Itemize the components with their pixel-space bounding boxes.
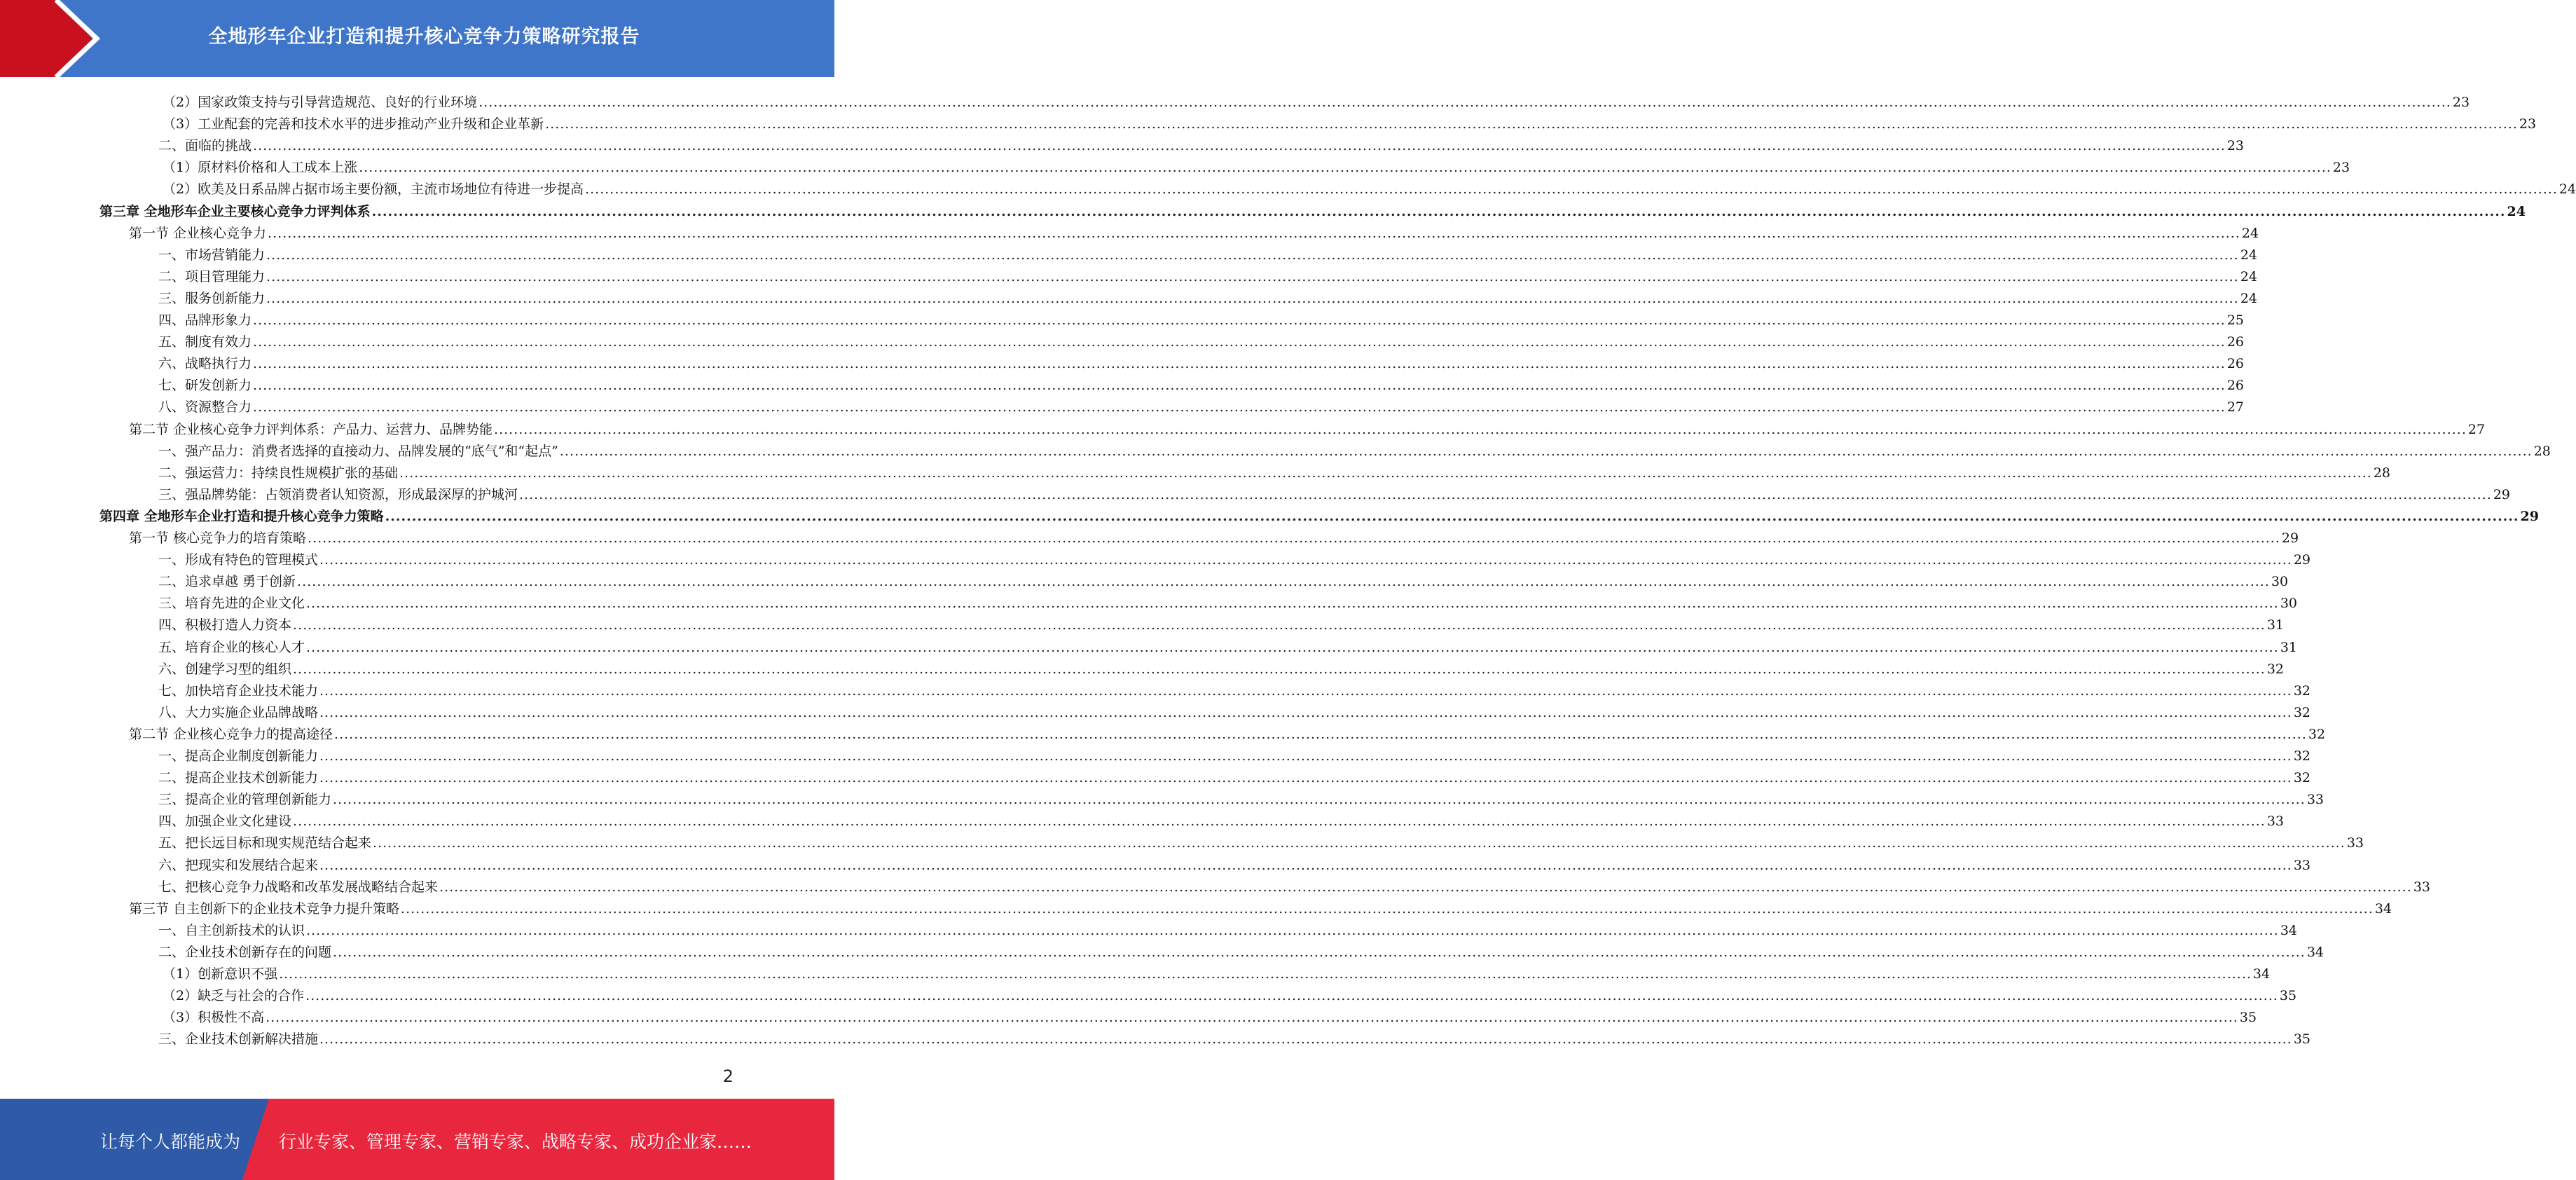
toc-entry[interactable] (158, 830, 2364, 851)
toc-entry-title: 八、资源整合力 (158, 399, 252, 416)
toc-entry-title: 第三章 全地形车企业主要核心竞争力评判体系 (99, 203, 371, 219)
toc-page-number: 32 (2266, 661, 2285, 677)
toc-entry-title: （1）原材料价格和人工成本上涨 (163, 160, 358, 176)
toc-page-number: 31 (2266, 617, 2285, 633)
toc-dot-leader: ................................................................................................................................................................................................................................................................................................................................................................................................................ (253, 138, 2226, 154)
toc-entry[interactable] (158, 263, 2258, 285)
toc-entry[interactable] (163, 176, 2576, 198)
toc-dot-leader: ................................................................................................................................................................................................................................................................................................................................................................................................................ (293, 661, 2266, 677)
toc-entry-title: 七、加快培育企业技术能力 (158, 682, 319, 699)
toc-page-number: 23 (2332, 160, 2350, 176)
toc-dot-leader: ................................................................................................................................................................................................................................................................................................................................................................................................................ (319, 682, 2292, 699)
report-title: 全地形车企业打造和提升核心竞争力策略研究报告 (208, 26, 640, 48)
toc-dot-leader: ................................................................................................................................................................................................................................................................................................................................................................................................................ (306, 639, 2279, 655)
toc-entry-title: 五、培育企业的核心人才 (158, 639, 305, 655)
page-footer (0, 1099, 834, 1180)
toc-entry-title: 三、提高企业的管理创新能力 (158, 792, 332, 808)
toc-entry[interactable] (163, 89, 2470, 111)
toc-entry[interactable] (158, 743, 2311, 764)
toc-chapter-entry[interactable] (99, 503, 2539, 525)
toc-entry-title: 第二节 企业核心竞争力的提高途径 (129, 726, 333, 742)
toc-page-number: 28 (2373, 465, 2391, 481)
toc-entry-title: 七、把核心竞争力战略和改革发展战略结合起来 (158, 879, 439, 895)
toc-entry-title: 五、制度有效力 (158, 334, 252, 350)
toc-entry-title: 三、强品牌势能：占领消费者认知资源，形成最深厚的护城河 (158, 486, 518, 502)
toc-entry[interactable] (158, 438, 2551, 460)
toc-dot-leader: ................................................................................................................................................................................................................................................................................................................................................................................................................ (306, 922, 2279, 938)
toc-entry[interactable] (158, 285, 2258, 307)
toc-entry-title: 五、把长远目标和现实规范结合起来 (158, 835, 372, 851)
toc-dot-leader: ................................................................................................................................................................................................................................................................................................................................................................................................................ (279, 966, 2252, 982)
toc-page-number: 30 (2271, 574, 2289, 590)
toc-entry[interactable] (158, 242, 2258, 263)
toc-page-number: 32 (2308, 726, 2326, 742)
toc-entry[interactable] (129, 896, 2392, 917)
toc-dot-leader: ................................................................................................................................................................................................................................................................................................................................................................................................................ (585, 181, 2558, 198)
toc-dot-leader: ................................................................................................................................................................................................................................................................................................................................................................................................................ (478, 95, 2451, 110)
toc-dot-leader: ................................................................................................................................................................................................................................................................................................................................................................................................................ (268, 225, 2240, 241)
toc-page-number: 23 (2452, 95, 2470, 110)
toc-entry[interactable] (158, 132, 2245, 154)
toc-dot-leader: ................................................................................................................................................................................................................................................................................................................................................................................................................ (293, 814, 2266, 830)
toc-dot-leader: ................................................................................................................................................................................................................................................................................................................................................................................................................ (297, 574, 2270, 590)
toc-entry-title: 六、战略执行力 (158, 356, 252, 372)
toc-entry-title: 二、追求卓越 勇于创新 (158, 574, 296, 590)
toc-entry[interactable] (163, 982, 2297, 1004)
toc-page-number: 32 (2293, 704, 2311, 720)
toc-dot-leader: ................................................................................................................................................................................................................................................................................................................................................................................................................ (401, 900, 2374, 917)
toc-dot-leader: ................................................................................................................................................................................................................................................................................................................................................................................................................ (305, 988, 2278, 1004)
toc-entry-title: 一、提高企业制度创新能力 (158, 748, 319, 764)
toc-entry-title: 八、大力实施企业品牌战略 (158, 704, 319, 720)
toc-entry[interactable] (158, 699, 2311, 721)
toc-dot-leader: ................................................................................................................................................................................................................................................................................................................................................................................................................ (253, 399, 2226, 416)
toc-entry-title: 二、面临的挑战 (158, 138, 252, 154)
toc-entry[interactable] (158, 939, 2324, 961)
toc-entry[interactable] (158, 634, 2298, 656)
toc-page-number: 33 (2266, 814, 2285, 830)
toc-dot-leader: ................................................................................................................................................................................................................................................................................................................................................................................................................ (385, 508, 2519, 524)
toc-entry[interactable] (163, 961, 2271, 982)
toc-page-number: 34 (2280, 922, 2298, 938)
toc-entry-title: （2）缺乏与社会的合作 (163, 988, 305, 1004)
toc-entry[interactable] (163, 111, 2537, 132)
toc-dot-leader: ................................................................................................................................................................................................................................................................................................................................................................................................................ (266, 247, 2239, 263)
toc-entry-title: 第一节 核心竞争力的培育策略 (129, 530, 307, 546)
toc-page-number: 27 (2226, 399, 2245, 416)
toc-entry-title: 一、形成有特色的管理模式 (158, 552, 319, 568)
toc-entry-title: （2）国家政策支持与引导营造规范、良好的行业环境 (163, 95, 478, 110)
toc-entry-title: 六、把现实和发展结合起来 (158, 857, 319, 873)
toc-entry[interactable] (158, 612, 2285, 633)
toc-entry[interactable] (158, 917, 2298, 939)
toc-page-number: 29 (2493, 486, 2511, 502)
toc-entry-title: 二、项目管理能力 (158, 268, 266, 284)
toc-page-number: 23 (2226, 138, 2245, 154)
toc-page-number: 34 (2252, 966, 2271, 982)
toc-page-number: 29 (2281, 530, 2299, 546)
toc-dot-leader: ................................................................................................................................................................................................................................................................................................................................................................................................................ (266, 268, 2239, 284)
toc-page-number: 33 (2293, 857, 2311, 873)
toc-dot-leader: ................................................................................................................................................................................................................................................................................................................................................................................................................ (494, 421, 2467, 437)
toc-page-number: 34 (2306, 944, 2324, 960)
toc-entry[interactable] (129, 721, 2326, 743)
toc-entry[interactable] (158, 372, 2245, 394)
toc-dot-leader: ................................................................................................................................................................................................................................................................................................................................................................................................................ (519, 486, 2492, 502)
toc-page-number: 25 (2226, 313, 2245, 328)
toc-page-number: 30 (2280, 596, 2298, 612)
toc-page-number: 24 (2507, 203, 2526, 219)
toc-entry[interactable] (129, 416, 2486, 438)
toc-page-number: 31 (2280, 639, 2298, 655)
toc-dot-leader: ................................................................................................................................................................................................................................................................................................................................................................................................................ (266, 1010, 2238, 1026)
toc-dot-leader: ................................................................................................................................................................................................................................................................................................................................................................................................................ (253, 313, 2226, 328)
toc-page-number: 29 (2293, 552, 2311, 568)
footer-slogan-right: 行业专家、管理专家、营销专家、战略专家、成功企业家…… (279, 1132, 752, 1152)
toc-entry[interactable] (129, 525, 2299, 547)
toc-page-number: 35 (2239, 1010, 2257, 1026)
toc-page-number: 26 (2226, 334, 2245, 350)
toc-entry-title: 第一节 企业核心竞争力 (129, 225, 267, 241)
toc-entry[interactable] (158, 590, 2298, 612)
toc-dot-leader: ................................................................................................................................................................................................................................................................................................................................................................................................................ (266, 290, 2239, 306)
toc-page-number: 33 (2413, 879, 2431, 895)
toc-entry[interactable] (158, 764, 2311, 786)
toc-entry[interactable] (158, 852, 2311, 874)
toc-page-number: 32 (2293, 682, 2311, 699)
toc-entry-title: （2）欧美及日系品牌占据市场主要份额，主流市场地位有待进一步提高 (163, 181, 584, 198)
toc-entry-title: 六、创建学习型的组织 (158, 661, 292, 677)
toc-page-number: 34 (2374, 900, 2392, 917)
footer-slogan-left: 让每个人都能成为 (100, 1132, 241, 1152)
toc-page-number: 28 (2533, 443, 2551, 459)
toc-dot-leader: ................................................................................................................................................................................................................................................................................................................................................................................................................ (334, 726, 2307, 742)
toc-dot-leader: ................................................................................................................................................................................................................................................................................................................................................................................................................ (308, 530, 2280, 546)
toc-entry-title: 三、培育先进的企业文化 (158, 596, 305, 612)
toc-entry[interactable] (158, 394, 2245, 416)
toc-entry[interactable] (158, 656, 2285, 678)
toc-dot-leader: ................................................................................................................................................................................................................................................................................................................................................................................................................ (371, 203, 2506, 219)
toc-entry[interactable] (129, 220, 2259, 242)
toc-dot-leader: ................................................................................................................................................................................................................................................................................................................................................................................................................ (319, 770, 2292, 786)
toc-page-number: 24 (2240, 268, 2258, 284)
toc-page-number: 35 (2293, 1031, 2311, 1048)
toc-entry[interactable] (163, 1004, 2257, 1026)
toc-dot-leader: ................................................................................................................................................................................................................................................................................................................................................................................................................ (293, 617, 2266, 633)
toc-entry-title: 二、企业技术创新存在的问题 (158, 944, 332, 960)
toc-entry-title: 第二节 企业核心竞争力评判体系：产品力、运营力、品牌势能 (129, 421, 493, 437)
toc-dot-leader: ................................................................................................................................................................................................................................................................................................................................................................................................................ (253, 356, 2226, 372)
toc-entry-title: 第三节 自主创新下的企业技术竞争力提升策略 (129, 900, 400, 917)
toc-dot-leader: ................................................................................................................................................................................................................................................................................................................................................................................................................ (319, 857, 2292, 873)
toc-dot-leader: ................................................................................................................................................................................................................................................................................................................................................................................................................ (319, 748, 2292, 764)
page-number: 2 (722, 1066, 733, 1086)
toc-entry-title: 第四章 全地形车企业打造和提升核心竞争力策略 (99, 508, 384, 524)
toc-page-number: 24 (2240, 290, 2258, 306)
toc-entry-title: 四、品牌形象力 (158, 313, 252, 328)
toc-entry-title: 二、强运营力：持续良性规模扩张的基础 (158, 465, 399, 481)
toc-entry-title: 一、市场营销能力 (158, 247, 266, 263)
toc-page-number: 24 (2240, 247, 2258, 263)
toc-page-number: 33 (2346, 835, 2364, 851)
page-header (0, 0, 834, 77)
toc-entry-title: 四、加强企业文化建设 (158, 814, 292, 830)
toc-entry[interactable] (158, 307, 2245, 329)
toc-entry[interactable] (158, 547, 2311, 568)
toc-dot-leader: ................................................................................................................................................................................................................................................................................................................................................................................................................ (545, 116, 2518, 132)
toc-entry[interactable] (158, 481, 2511, 503)
toc-entry-title: 三、企业技术创新解决措施 (158, 1031, 319, 1048)
toc-dot-leader: ................................................................................................................................................................................................................................................................................................................................................................................................................ (319, 1031, 2292, 1048)
toc-entry-title: （3）工业配套的完善和技术水平的进步推动产业升级和企业革新 (163, 116, 544, 132)
toc-dot-leader: ................................................................................................................................................................................................................................................................................................................................................................................................................ (399, 465, 2372, 481)
toc-page-number: 27 (2467, 421, 2486, 437)
toc-page-number: 33 (2306, 792, 2324, 808)
toc-dot-leader: ................................................................................................................................................................................................................................................................................................................................................................................................................ (439, 879, 2412, 895)
toc-entry-title: 一、强产品力：消费者选择的直接动力、品牌发展的“底气”和“起点” (158, 443, 558, 459)
toc-dot-leader: ................................................................................................................................................................................................................................................................................................................................................................................................................ (333, 944, 2306, 960)
toc-dot-leader: ................................................................................................................................................................................................................................................................................................................................................................................................................ (319, 552, 2292, 568)
toc-page-number: 29 (2520, 508, 2539, 524)
toc-dot-leader: ................................................................................................................................................................................................................................................................................................................................................................................................................ (373, 835, 2346, 851)
toc-dot-leader: ................................................................................................................................................................................................................................................................................................................................................................................................................ (559, 443, 2533, 459)
toc-entry[interactable] (158, 350, 2245, 372)
toc-page-number: 24 (2241, 225, 2259, 241)
toc-page-number: 32 (2293, 748, 2311, 764)
toc-entry-title: 一、自主创新技术的认识 (158, 922, 305, 938)
toc-dot-leader: ................................................................................................................................................................................................................................................................................................................................................................................................................ (359, 160, 2332, 176)
toc-dot-leader: ................................................................................................................................................................................................................................................................................................................................................................................................................ (253, 334, 2226, 350)
toc-entry[interactable] (158, 568, 2289, 590)
toc-dot-leader: ................................................................................................................................................................................................................................................................................................................................................................................................................ (333, 792, 2306, 808)
toc-page-number: 24 (2558, 181, 2576, 198)
toc-entry[interactable] (158, 329, 2245, 350)
toc-entry-title: 三、服务创新能力 (158, 290, 266, 306)
toc-dot-leader: ................................................................................................................................................................................................................................................................................................................................................................................................................ (306, 596, 2279, 612)
toc-entry[interactable] (158, 786, 2324, 808)
toc-entry-title: 四、积极打造人力资本 (158, 617, 292, 633)
toc-entry[interactable] (163, 154, 2350, 176)
toc-dot-leader: ................................................................................................................................................................................................................................................................................................................................................................................................................ (319, 704, 2292, 720)
toc-entry[interactable] (158, 874, 2431, 896)
toc-entry-title: （3）积极性不高 (163, 1010, 265, 1026)
toc-entry[interactable] (158, 808, 2285, 830)
toc-entry-title: 七、研发创新力 (158, 378, 252, 394)
toc-page-number: 26 (2226, 356, 2245, 372)
toc-page-number: 23 (2519, 116, 2537, 132)
toc-page-number: 35 (2279, 988, 2297, 1004)
toc-page-number: 32 (2293, 770, 2311, 786)
toc-entry[interactable] (158, 460, 2391, 481)
toc-dot-leader: ................................................................................................................................................................................................................................................................................................................................................................................................................ (253, 378, 2226, 394)
toc-entry[interactable] (158, 1026, 2311, 1048)
toc-page-number: 26 (2226, 378, 2245, 394)
toc-entry-title: （1）创新意识不强 (163, 966, 278, 982)
toc-entry-title: 二、提高企业技术创新能力 (158, 770, 319, 786)
toc-entry[interactable] (158, 678, 2311, 699)
toc-chapter-entry[interactable] (99, 198, 2526, 220)
